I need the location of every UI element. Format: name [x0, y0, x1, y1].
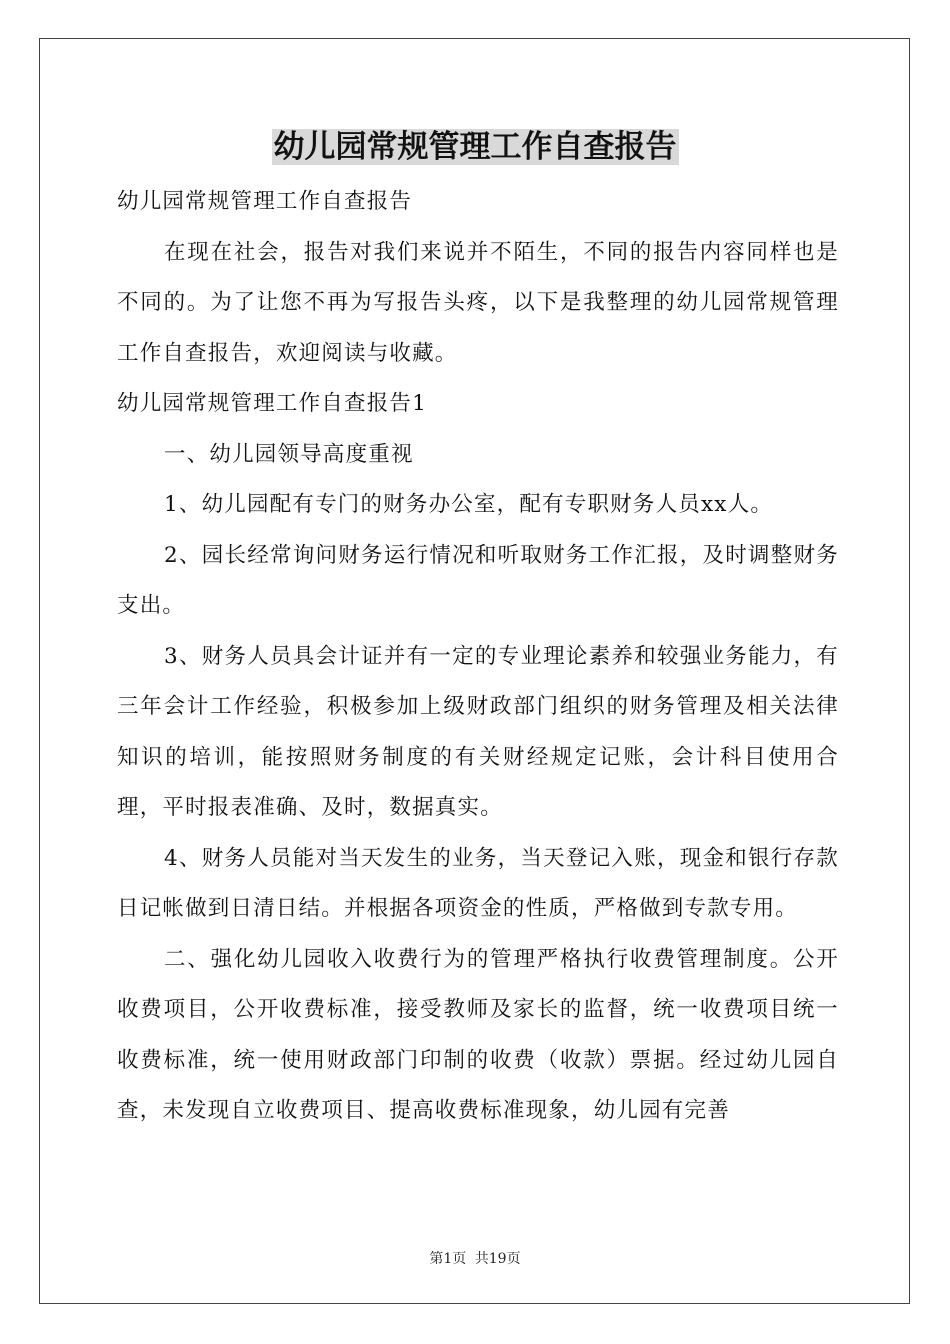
- subsection-heading: 一、幼儿园领导高度重视: [164, 441, 414, 467]
- document-body: [117, 177, 839, 1137]
- body-paragraph: 二、强化幼儿园收入收费行为的管理严格执行收费管理制度。公开收费项目，公开收费标准，接受教师及家长的监督，统一收费项目统一收费标准，统一使用财政部门印制的收费（收款）票据。经过幼儿园自查，未发现自立收费项目、提高收费标准现象，幼儿园有完善: [117, 946, 839, 1123]
- subtitle-paragraph: 幼儿园常规管理工作自查报告: [117, 189, 413, 214]
- body-paragraph: 4、财务人员能对当天发生的业务，当天登记入账，现金和银行存款日记帐做到日清日结。并根据各项资金的性质，严格做到专款专用。: [117, 845, 839, 921]
- page-footer: [0, 1248, 950, 1268]
- document-title-text: 幼儿园常规管理工作自查报告: [273, 129, 677, 165]
- body-paragraph: 3、财务人员具会计证并有一定的专业理论素养和较强业务能力，有三年会计工作经验，积极参加上级财政部门组织的财务管理及相关法律知识的培训，能按照财务制度的有关财经规定记账，会计科目使用合理，平时报表准确、及时，数据真实。: [117, 643, 839, 820]
- body-paragraph: 1、幼儿园配有专门的财务办公室，配有专职财务人员xx人。: [164, 492, 774, 517]
- page-total: 共19页: [474, 1251, 521, 1267]
- document-title: [0, 126, 950, 168]
- section-heading: 幼儿园常规管理工作自查报告1: [117, 391, 427, 416]
- page-number: 第1页: [429, 1251, 467, 1267]
- body-paragraph: 2、园长经常询问财务运行情况和听取财务工作汇报，及时调整财务支出。: [117, 542, 839, 618]
- intro-paragraph: 在现在社会，报告对我们来说并不陌生，不同的报告内容同样也是不同的。为了让您不再为写报告头疼，以下是我整理的幼儿园常规管理工作自查报告，欢迎阅读与收藏。: [117, 239, 839, 366]
